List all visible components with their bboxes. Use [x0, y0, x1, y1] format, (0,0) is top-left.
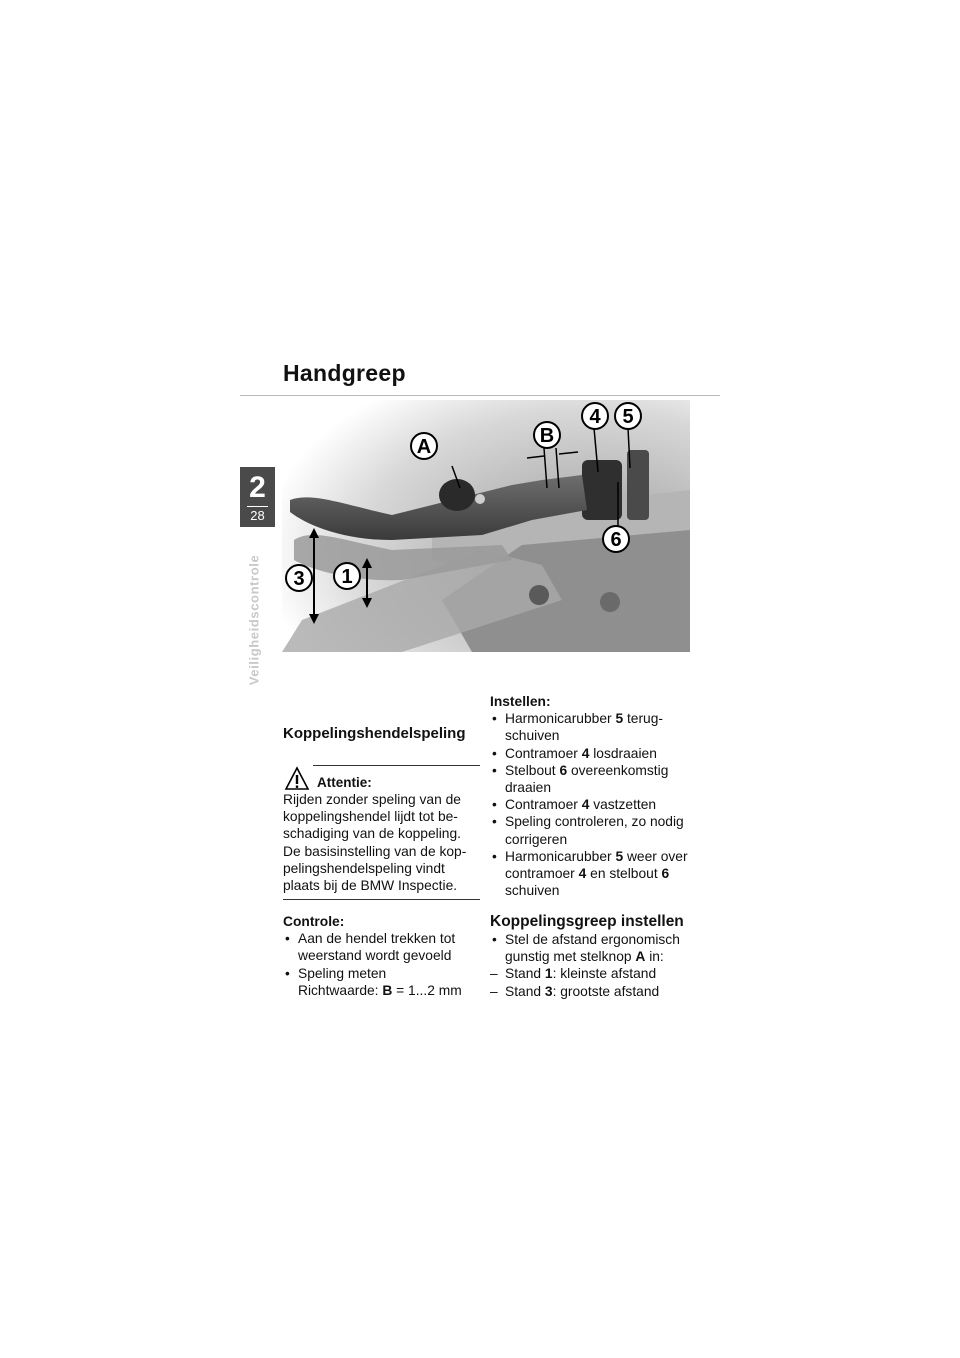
svg-text:A: A	[416, 436, 432, 458]
list-item: • Aan de hendel trekken tot weerstand wordt gevoeld	[283, 930, 483, 964]
left-column	[283, 725, 483, 743]
callout-3	[286, 565, 312, 591]
svg-text:3: 3	[293, 568, 305, 590]
callout-5	[615, 403, 641, 429]
warning-icon	[283, 766, 311, 792]
warning-box	[283, 765, 480, 900]
adjust-title: Instellen:	[490, 694, 551, 709]
list-item: – Stand 1: kleinste afstand	[490, 965, 705, 982]
list-item: • Stel de afstand ergonomisch gunstig met stelknop A in:	[490, 931, 705, 965]
switch-button	[529, 585, 549, 605]
adjust-knob	[439, 479, 475, 511]
page-number: 28	[250, 508, 265, 523]
check-title: Controle:	[283, 914, 345, 929]
callout-1	[334, 563, 360, 589]
list-item: • Harmonicarubber 5 terug- schuiven	[490, 710, 705, 744]
pivot-bolt	[475, 494, 485, 504]
svg-text:4: 4	[589, 406, 601, 428]
list-item: • Harmonicarubber 5 weer over contramoer 4 en stelbout 6 schuiven	[490, 848, 705, 900]
section-heading-grip: Koppelingsgreep instellen	[490, 913, 684, 930]
svg-text:1: 1	[341, 566, 353, 588]
list-item: • Stelbout 6 overeenkomstig draaien	[490, 762, 705, 796]
list-item: • Speling controleren, zo nodig corrigeren	[490, 813, 705, 847]
clutch-lever-illustration	[282, 400, 690, 652]
harmonica-rubber	[582, 460, 622, 520]
svg-text:6: 6	[610, 529, 622, 551]
list-item: • Speling meten Richtwaarde: B = 1...2 mm	[283, 965, 483, 999]
chapter-tab	[240, 467, 275, 527]
warning-title: Attentie:	[317, 775, 372, 790]
grip-block	[490, 913, 705, 1000]
chapter-number: 2	[249, 471, 266, 504]
section-heading-clutch-play: Koppelingshendelspeling	[283, 725, 466, 742]
list-item: • Contramoer 4 vastzetten	[490, 796, 705, 813]
callout-4	[582, 403, 608, 429]
adjust-block	[490, 693, 705, 899]
title-rule	[240, 395, 720, 396]
switch-button	[600, 592, 620, 612]
page-title: Handgreep	[283, 360, 406, 386]
callout-6	[603, 526, 629, 552]
svg-text:5: 5	[622, 406, 634, 428]
check-block	[283, 913, 483, 999]
svg-text:B: B	[539, 425, 555, 447]
side-section-label: Veiligheidscontrole	[246, 554, 262, 686]
chapter-divider	[247, 506, 268, 507]
callout-A	[411, 433, 437, 459]
list-item: • Contramoer 4 losdraaien	[490, 745, 705, 762]
callout-B	[534, 422, 560, 448]
list-item: – Stand 3: grootste afstand	[490, 983, 705, 1000]
warning-text: Rijden zonder speling van de koppelingshendel lijdt tot be- schadiging van de koppeling. De basisinstelling van de kop- pelingshendelspeling vindt plaats bij de BMW Inspectie.	[283, 792, 467, 894]
